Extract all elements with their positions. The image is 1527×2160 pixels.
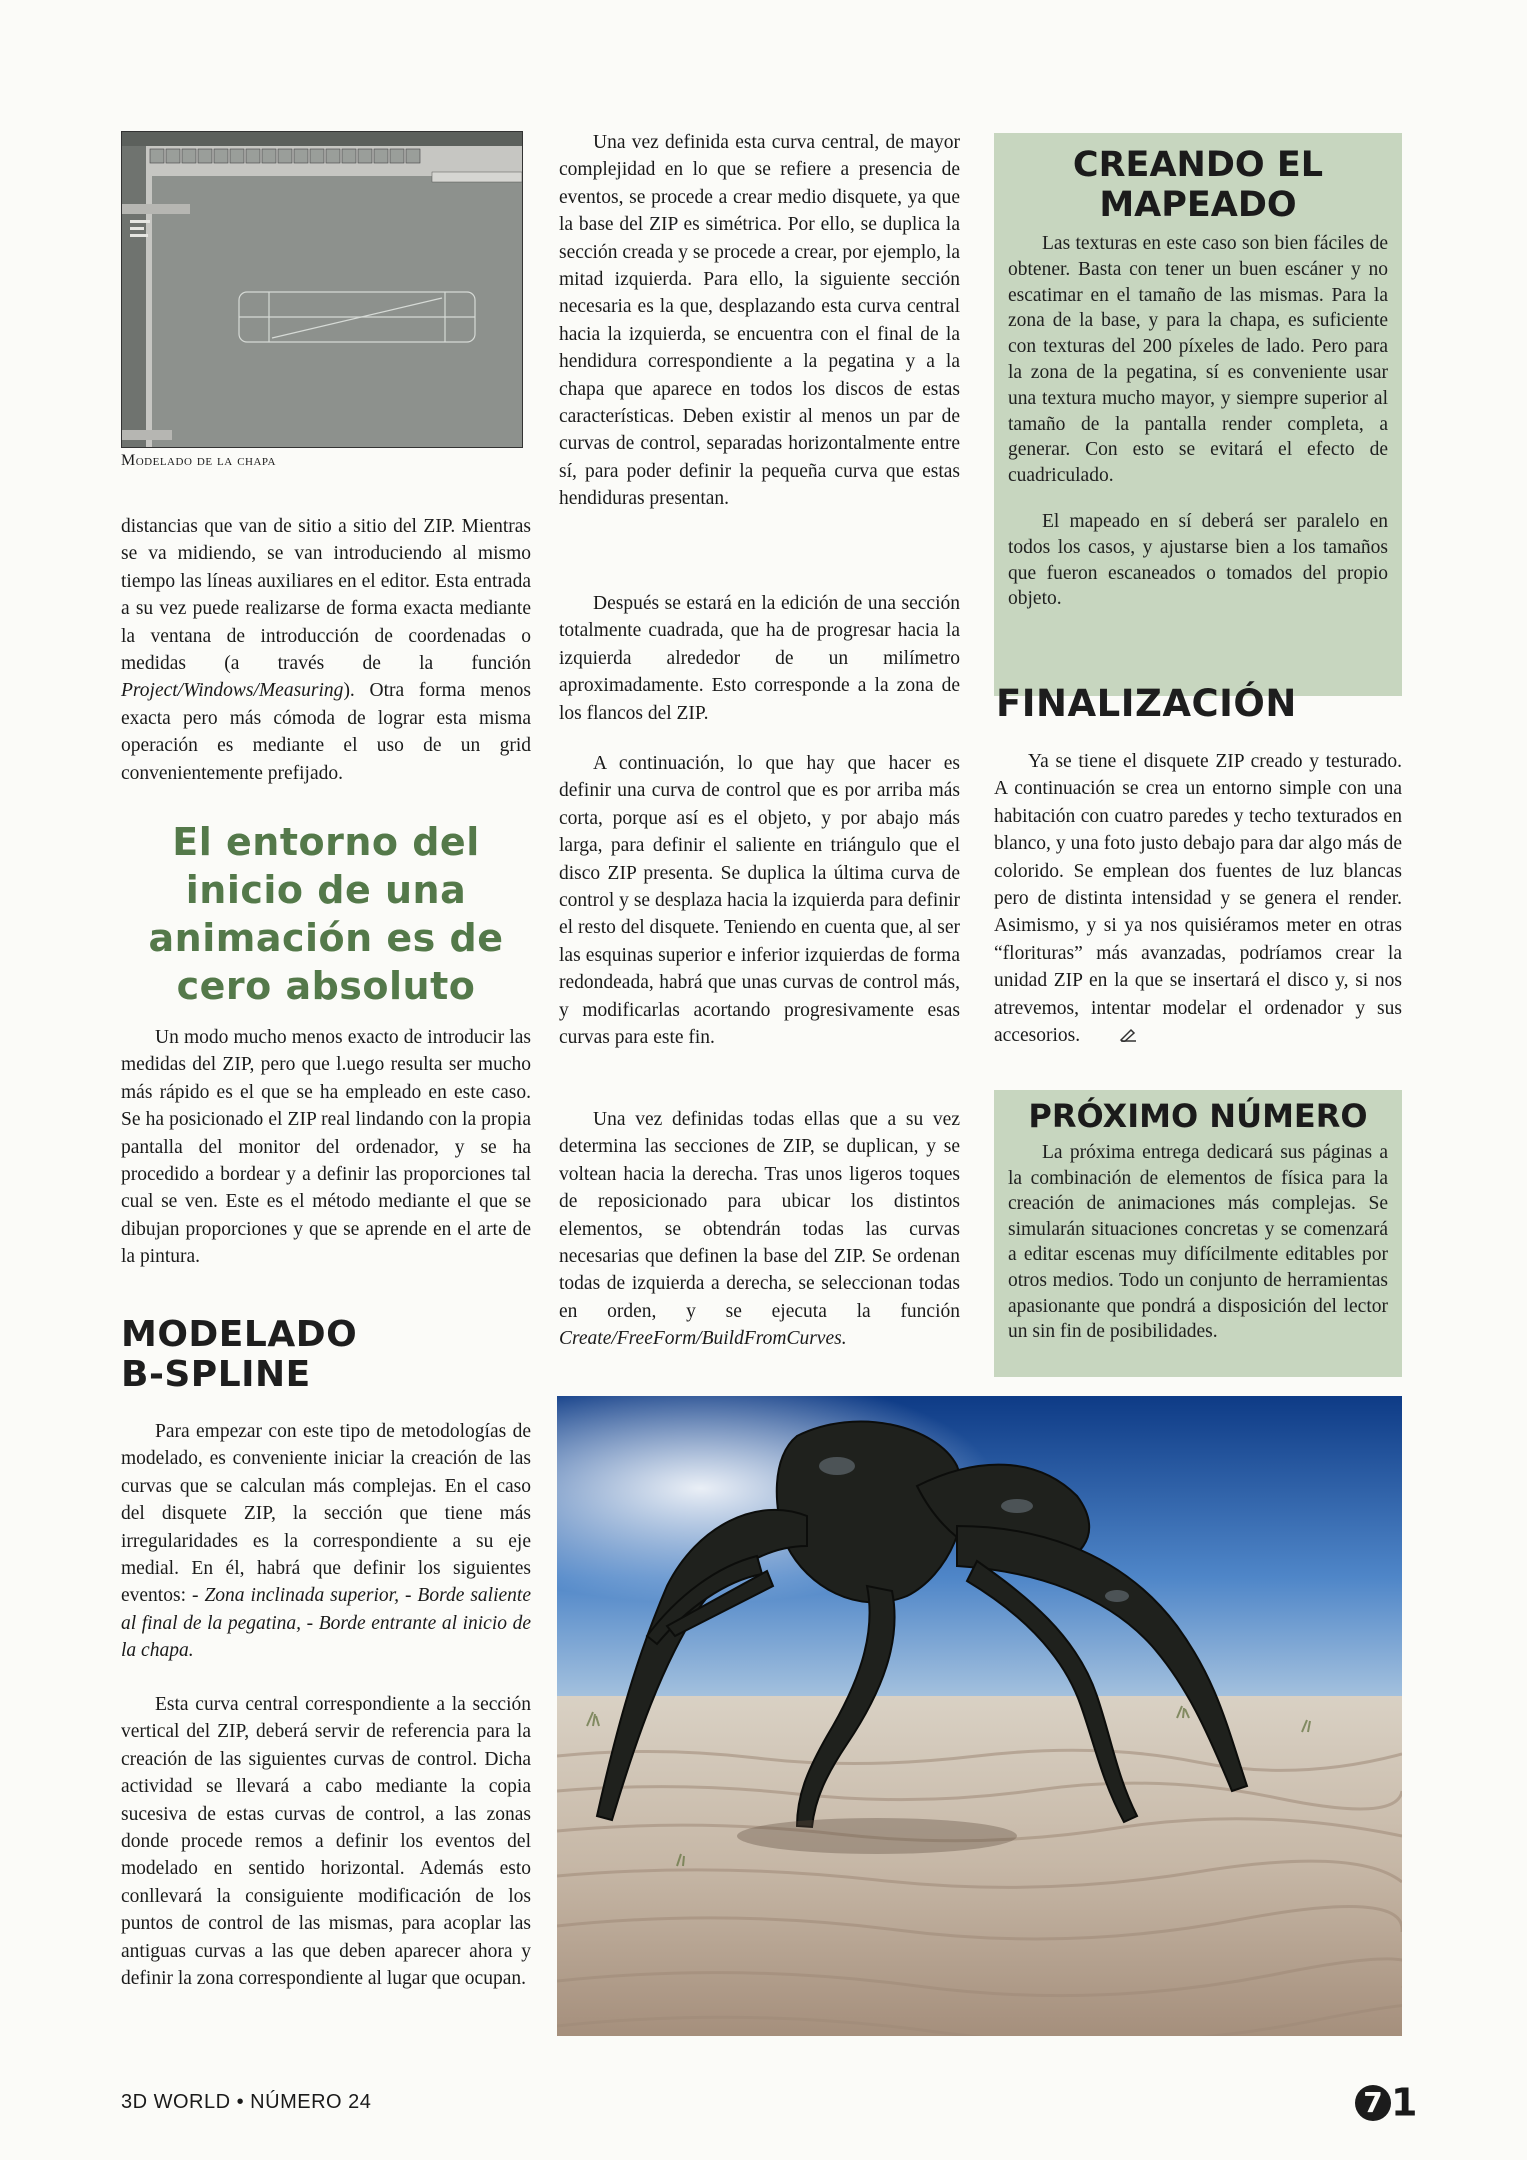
page-number-circle: 7 bbox=[1355, 2085, 1391, 2121]
pull-quote-line-3: animación es de bbox=[148, 916, 504, 960]
sidebar-proximo-numero bbox=[994, 1090, 1402, 1377]
heading-modelado-line-2: B-SPLINE bbox=[121, 1354, 311, 1395]
heading-modelado-line-1: MODELADO bbox=[121, 1314, 358, 1355]
paragraph-mid-4-text: Una vez definidas todas ellas que a su vez determina las secciones de ZIP, se duplican, y se voltean hacia la derecha. Tras unos ligeros toques de reposicionado para ubicar los distintos elementos, se obtendrán todas las curvas necesarias que definen la base del ZIP. Se ordenan todas de izquierda a derecha, se seleccionan todas en orden, y se ejecuta la función bbox=[559, 1109, 960, 1322]
page-number-rest: 1 bbox=[1391, 2080, 1418, 2125]
paragraph-empezar-events: Zona inclinada superior, - Borde saliente al final de la pegatina, - Borde entrante al inicio de la chapa. bbox=[121, 1585, 531, 1662]
sidebar-proximo-p1: La próxima entrega dedicará sus páginas a la combinación de elementos de física para la creación de animaciones más complejas. Se simularán situaciones concretas y se comenzará a editar escenas muy difícilmente editables por otros medios. Todo un conjunto de herramientas apasionante que pondrá a disposición del lector un sin fin de posibilidades. bbox=[1008, 1142, 1388, 1343]
screenshot-illustration bbox=[122, 132, 522, 447]
paragraph-mid-4 bbox=[559, 1106, 960, 1353]
sidebar-mapeado-title-2: MAPEADO bbox=[1099, 185, 1297, 225]
paragraph-mid-3: A continuación, lo que hay que hacer es definir una curva de control que es por arriba más corta, porque así es el objeto, y por abajo más larga, para definir el saliente en triángulo que el disco ZIP presenta. Se duplica la última curva de control y se desplaza hacia la izquierda para definir el resto del disquete. Teniendo en cuenta que, al ser las esquinas superior e inferior izquierdas de forma redondeada, habrá que unas curvas de control más, y modificarlas acortando progresivamente esas curvas para este fin. bbox=[559, 753, 960, 1049]
render-illustration bbox=[557, 1396, 1402, 2036]
heading-finalizacion: FINALIZACIÓN bbox=[996, 682, 1297, 725]
paragraph-distancias bbox=[121, 513, 531, 787]
function-buildfromcurves: Create/FreeForm/BuildFromCurves. bbox=[559, 1328, 847, 1350]
software-screenshot bbox=[121, 131, 523, 448]
sidebar-mapeado-title bbox=[994, 133, 1402, 225]
paragraph-empezar-text: Para empezar con este tipo de metodologías de modelado, es conveniente iniciar la creación de las curvas que se calculan más complejas. En el caso del disquete ZIP, la sección que tiene más irregularidades es la correspondiente a su eje medial. En él, habrá que definir los siguientes eventos: - bbox=[121, 1421, 531, 1607]
paragraph-modo: Un modo mucho menos exacto de introducir las medidas del ZIP, pero que l.uego resulta ser mucho más rápido es el que se ha empleado en este caso. Se ha posicionado el ZIP real lindando con la propia pantalla del monitor del ordenador, y se ha procedido a bordear y a definir las proporciones tal cual se ven. Este es el método mediante el que se dibujan proporciones y que se aprende en el arte de la pintura. bbox=[121, 1027, 531, 1268]
sidebar-mapeado-title-1: CREANDO EL bbox=[1072, 145, 1324, 185]
paragraph-curva-central: Esta curva central correspondiente a la sección vertical del ZIP, deberá servir de referencia para la creación de las siguientes curvas de control. Dicha actividad se llevará a cabo mediante la copia sucesiva de estas curvas de control, a las zonas donde procede remos a definir los eventos del modelado en sentido horizontal. Además esto conllevará la consiguiente modificación de los puntos de control de las mismas, para acoplar las antiguas curvas a las que deben aparecer ahora y definir la zona correspondiente al lugar que ocupan. bbox=[121, 1694, 531, 1990]
screenshot-caption: Modelado de la chapa bbox=[121, 452, 276, 469]
paragraph-finalizacion bbox=[994, 748, 1402, 1049]
function-measuring: Project/Windows/Measuring bbox=[121, 680, 344, 702]
heading-modelado-bspline bbox=[121, 1315, 531, 1395]
pull-quote bbox=[121, 818, 531, 1010]
paragraph-distancias-text: distancias que van de sitio a sitio del ZIP. Mientras se va midiendo, se van introduciendo al mismo tiempo las líneas auxiliares en el editor. Esta entrada a su vez puede realizarse de forma exacta mediante la ventana de introducción de coordenadas o medidas (a través de la función bbox=[121, 516, 531, 675]
paragraph-finalizacion-text: Ya se tiene el disquete ZIP creado y testurado. A continuación se crea un entorno simple con una habitación con cuatro paredes y techo texturados en blanco, y una foto justo debajo para dar algo más de colorido. Se emplean dos fuentes de luz blancas pero de distinta intensidad y se genera el render. Asimismo, y si ya nos quisiéramos meter en otras “florituras” más avanzadas, podríamos crear la unidad ZIP en la que se insertará el disco y, si nos atrevemos, intentar modelar el ordenador y sus accesorios. bbox=[994, 751, 1402, 1047]
paragraph-mid-2: Después se estará en la edición de una sección totalmente cuadrada, que ha de progresar hacia la izquierda alrededor de un milímetro aproximadamente. Esto corresponde a la zona de los flancos del ZIP. bbox=[559, 593, 960, 724]
footer-page-number bbox=[1355, 2078, 1418, 2125]
paragraph-distancias-end: ). Otra forma menos exacta pero más cómoda de lograr esta misma operación es mediante el uso de un grid convenientemente prefijado. bbox=[121, 680, 531, 784]
paragraph-empezar bbox=[121, 1418, 531, 1665]
sidebar-creando-mapeado bbox=[994, 133, 1402, 696]
pull-quote-line-2: inicio de una bbox=[185, 868, 467, 912]
pull-quote-line-1: El entorno del bbox=[172, 820, 480, 864]
sidebar-proximo-title: PRÓXIMO NÚMERO bbox=[1028, 1097, 1368, 1135]
sidebar-mapeado-p2: El mapeado en sí deberá ser paralelo en todos los casos, y ajustarse bien a los tamaños que fueron escaneados o tomados del propio objeto. bbox=[1008, 510, 1388, 610]
footer-magazine-issue: 3D WORLD • NÚMERO 24 bbox=[121, 2091, 372, 2113]
pencil-icon bbox=[1085, 1023, 1103, 1037]
pull-quote-line-4: cero absoluto bbox=[176, 964, 476, 1008]
paragraph-mid-1: Una vez definida esta curva central, de mayor complejidad en lo que se refiere a presencia de eventos, se procede a crear medio disquete, ya que la base del ZIP es simétrica. Por ello, se duplica la sección creada y se procede a crear, por ejemplo, la mitad izquierda. Para ello, la siguiente sección necesaria es la que, desplazando esta curva central hacia la izquierda, se encuentra con el final de la hendidura correspondiente a la pegatina y a la chapa que aparece en todos los discos de estas características. Deben existir al menos un par de curvas de control, separadas horizontalmente entre sí, para poder definir la pequeña curva que estas hendiduras presentan. bbox=[559, 132, 960, 510]
sidebar-mapeado-p1: Las texturas en este caso son bien fáciles de obtener. Basta con tener un buen escáner y no escatimar en el tamaño de las mismas. Para la zona de la base, y para la chapa, es suficiente con texturas del 200 píxeles de lado. Pero para la zona de la pegatina, sí es conveniente usar una textura mucho mayor, y siempre superior al tamaño de la pantalla render completa, a generar. Con esto se evitará el efecto de cuadriculado. bbox=[1008, 233, 1388, 487]
render-image-creature-on-sand bbox=[557, 1396, 1402, 2036]
